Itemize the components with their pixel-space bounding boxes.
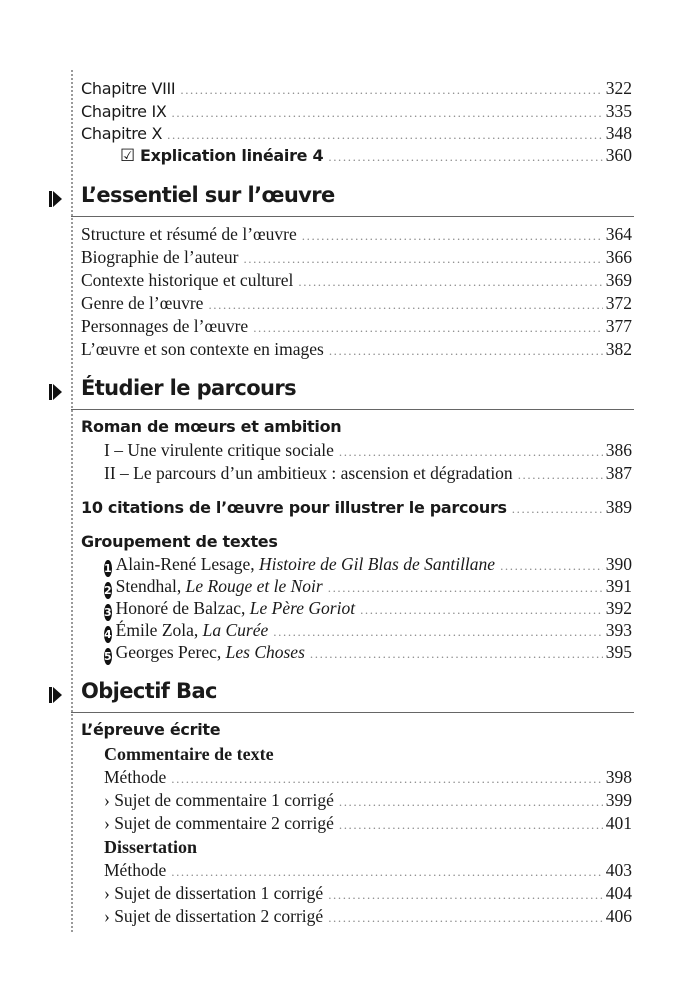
subsection-title-commentaire: Commentaire de texte bbox=[104, 744, 274, 764]
entry-label: Chapitre IX bbox=[81, 102, 167, 121]
entry-label: Personnages de l’œuvre bbox=[81, 316, 249, 336]
leader-dots bbox=[339, 812, 603, 838]
entry-page: 377 bbox=[605, 316, 632, 336]
entry-page: 348 bbox=[605, 123, 632, 143]
section-title: Objectif Bac bbox=[81, 679, 217, 703]
checkbox-checked-icon: ☑ bbox=[120, 146, 135, 166]
section-parcours bbox=[0, 374, 700, 408]
entry-author: Honoré de Balzac, bbox=[115, 598, 250, 618]
number-badge-icon: 5 bbox=[104, 650, 112, 663]
entry-page: 404 bbox=[605, 883, 632, 903]
entry-label: Contexte historique et culturel bbox=[81, 270, 294, 290]
entry-page: 387 bbox=[605, 463, 632, 483]
subsection-title-dissertation: Dissertation bbox=[104, 837, 197, 857]
entry-page: 401 bbox=[605, 813, 632, 833]
entry-page: 406 bbox=[605, 906, 632, 926]
entry-label: Structure et résumé de l’œuvre bbox=[81, 224, 297, 244]
entry-label: Biographie de l’auteur bbox=[81, 247, 239, 267]
entry-page: 395 bbox=[605, 642, 632, 662]
entry-label: II – Le parcours d’un ambitieux : ascension et dégradation bbox=[104, 463, 513, 483]
leader-dots bbox=[328, 144, 602, 170]
toc-entry[interactable] bbox=[104, 460, 632, 486]
entry-author: Alain-René Lesage, bbox=[115, 554, 259, 574]
entry-page: 403 bbox=[605, 860, 632, 880]
toc-entry[interactable] bbox=[104, 903, 632, 929]
entry-label: Méthode bbox=[104, 767, 167, 787]
entry-label: › Sujet de dissertation 2 corrigé bbox=[104, 906, 324, 926]
toc-entry-explication-lineaire[interactable] bbox=[120, 142, 632, 168]
entry-page: 360 bbox=[605, 145, 632, 165]
number-badge-icon: 4 bbox=[104, 628, 112, 641]
section-essentiel bbox=[0, 181, 700, 215]
toc-entry-citations[interactable] bbox=[81, 494, 632, 520]
entry-page: 393 bbox=[605, 620, 632, 640]
subsection-title: L’épreuve écrite bbox=[81, 720, 221, 739]
section-divider bbox=[71, 712, 634, 713]
number-badge-icon: 2 bbox=[104, 584, 112, 597]
entry-work: Le Rouge et le Noir bbox=[185, 576, 323, 596]
entry-label: › Sujet de dissertation 1 corrigé bbox=[104, 883, 324, 903]
entry-label: 10 citations de l’œuvre pour illustrer le parcours bbox=[81, 498, 507, 517]
section-divider bbox=[71, 409, 634, 410]
subsection-title: Groupement de textes bbox=[81, 532, 278, 551]
entry-page: 392 bbox=[605, 598, 632, 618]
number-badge-icon: 3 bbox=[104, 606, 112, 619]
entry-page: 372 bbox=[605, 293, 632, 313]
entry-label: › Sujet de commentaire 2 corrigé bbox=[104, 813, 334, 833]
entry-page: 335 bbox=[605, 101, 632, 121]
entry-page: 364 bbox=[605, 224, 632, 244]
section-marker-icon bbox=[49, 191, 52, 207]
entry-work: Les Choses bbox=[225, 642, 305, 662]
entry-work: Histoire de Gil Blas de Santillane bbox=[259, 554, 496, 574]
entry-label: Explication linéaire 4 bbox=[139, 146, 324, 165]
leader-dots bbox=[329, 338, 603, 364]
section-objectif-bac bbox=[0, 677, 700, 711]
entry-label: Chapitre VIII bbox=[81, 79, 176, 98]
entry-page: 389 bbox=[605, 497, 632, 517]
leader-dots bbox=[512, 496, 603, 522]
entry-page: 386 bbox=[605, 440, 632, 460]
section-marker-icon bbox=[49, 384, 52, 400]
toc-entry[interactable] bbox=[104, 810, 632, 836]
entry-work: La Curée bbox=[202, 620, 269, 640]
section-title: Étudier le parcours bbox=[81, 376, 297, 400]
toc-entry[interactable] bbox=[81, 336, 632, 362]
entry-page: 398 bbox=[605, 767, 632, 787]
subsection-title: Roman de mœurs et ambition bbox=[81, 417, 342, 436]
entry-label: Méthode bbox=[104, 860, 167, 880]
section-marker-icon bbox=[49, 687, 52, 703]
entry-author: Stendhal, bbox=[115, 576, 186, 596]
entry-page: 366 bbox=[605, 247, 632, 267]
entry-work: Le Père Goriot bbox=[249, 598, 356, 618]
entry-page: 391 bbox=[605, 576, 632, 596]
leader-dots bbox=[310, 641, 603, 667]
entry-label: › Sujet de commentaire 1 corrigé bbox=[104, 790, 334, 810]
number-badge-icon: 1 bbox=[104, 562, 112, 575]
entry-label: Chapitre X bbox=[81, 124, 163, 143]
entry-label: L’œuvre et son contexte en images bbox=[81, 339, 324, 359]
section-divider bbox=[71, 216, 634, 217]
toc-entry-text[interactable] bbox=[104, 639, 632, 665]
entry-author: Georges Perec, bbox=[115, 642, 226, 662]
entry-page: 390 bbox=[605, 554, 632, 574]
leader-dots bbox=[518, 462, 603, 488]
entry-page: 399 bbox=[605, 790, 632, 810]
entry-label: I – Une virulente critique sociale bbox=[104, 440, 334, 460]
entry-page: 382 bbox=[605, 339, 632, 359]
entry-author: Émile Zola, bbox=[115, 620, 203, 640]
entry-label: Genre de l’œuvre bbox=[81, 293, 204, 313]
entry-page: 322 bbox=[605, 78, 632, 98]
entry-page: 369 bbox=[605, 270, 632, 290]
section-title: L’essentiel sur l’œuvre bbox=[81, 183, 335, 207]
leader-dots bbox=[328, 905, 603, 931]
